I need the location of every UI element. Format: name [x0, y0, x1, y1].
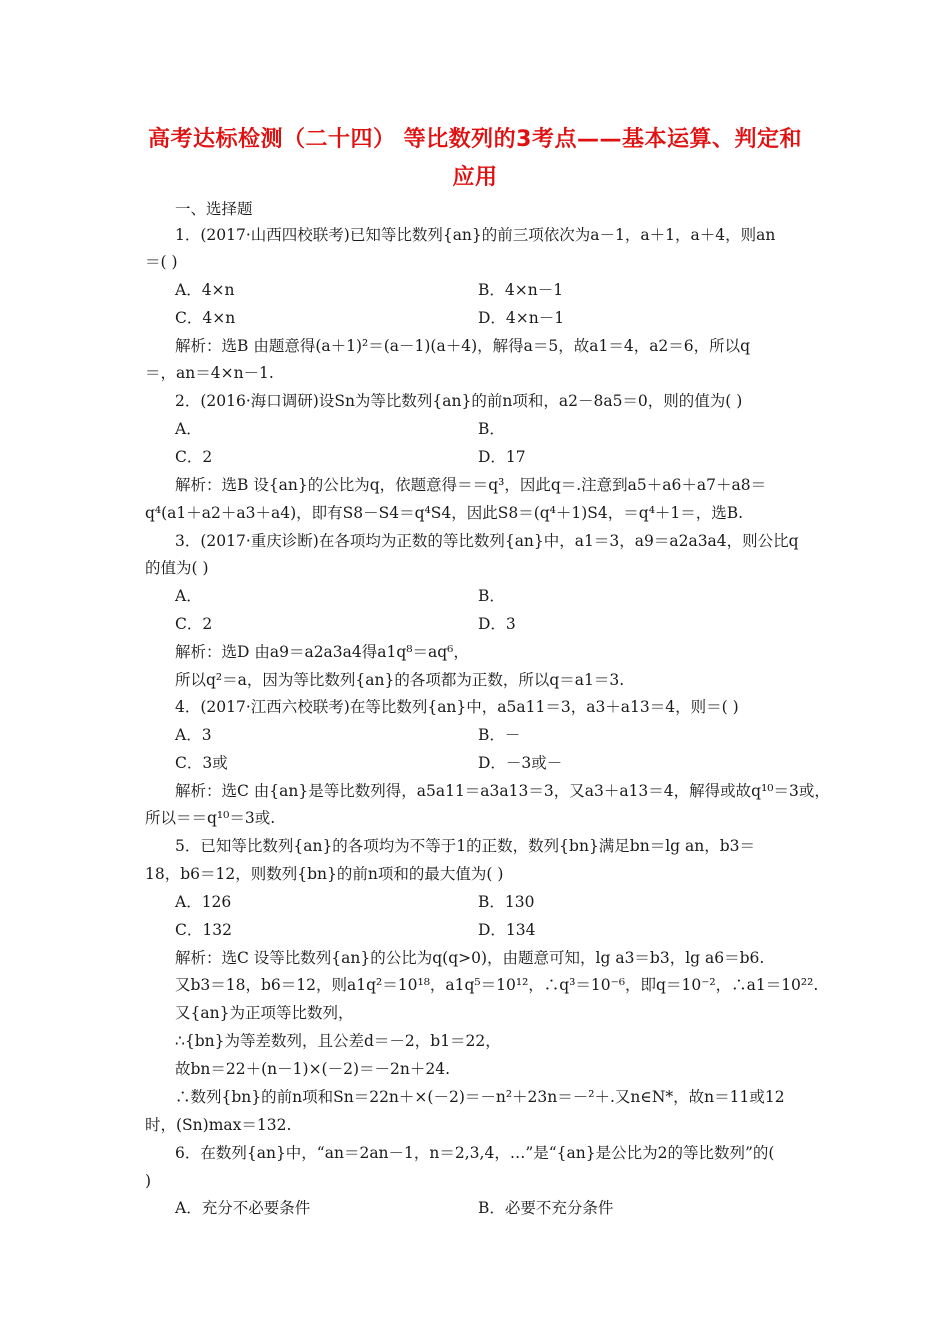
text-line: B．必要不充分条件 — [478, 1199, 614, 1217]
text-line: A． — [175, 420, 202, 438]
text-line: 的值为( ) — [145, 559, 209, 577]
text-line: 2．(2016·海口调研)设Sn为等比数列{an}的前n项和，a2－8a5＝0，则的值为( ) — [175, 392, 743, 410]
text-line: C．132 — [175, 921, 232, 939]
text-line: 故bn＝22＋(n－1)×(－2)＝－2n＋24. — [175, 1060, 451, 1078]
text-line: D．17 — [478, 448, 526, 466]
text-line: D．134 — [478, 921, 536, 939]
text-line: 解析：选B 由题意得(a＋1)²＝(a－1)(a＋4)，解得a＝5，故a1＝4，a2＝6，所以q — [175, 337, 751, 355]
text-line: 18，b6＝12，则数列{bn}的前n项和的最大值为( ) — [145, 865, 504, 883]
text-line: B．130 — [478, 893, 535, 911]
text-line: 解析：选C 由{an}是等比数列得，a5a11＝a3a13＝3，又a3＋a13＝4，解得或故q¹⁰＝3或， — [175, 782, 830, 800]
text-line: ) — [145, 1172, 152, 1190]
text-line: D．4×n－1 — [478, 309, 565, 327]
text-line: A．3 — [175, 726, 212, 744]
text-line: 所以＝＝q¹⁰＝3或. — [145, 809, 276, 827]
text-line: 解析：选C 设等比数列{an}的公比为q(q>0)，由题意可知，lg a3＝b3，lg a6＝b6. — [175, 949, 765, 967]
text-line: 1．(2017·山西四校联考)已知等比数列{an}的前三项依次为a－1，a＋1，a＋4，则an — [175, 226, 776, 244]
text-line: C．3或 — [175, 754, 228, 772]
text-line: B． — [478, 587, 505, 605]
text-line: 时，(Sn)max＝132. — [145, 1116, 292, 1134]
text-line: ＝，an＝4×n－1. — [145, 364, 274, 382]
text-line: C．2 — [175, 615, 213, 633]
text-line: ∴{bn}为等差数列，且公差d＝－2，b1＝22， — [175, 1032, 501, 1050]
text-line: 又b3＝18，b6＝12，则a1q²＝10¹⁸，a1q⁵＝10¹²，∴q³＝10⁻⁶，即q＝10⁻²，∴a1＝10²². — [175, 976, 819, 994]
text-line: q⁴(a1＋a2＋a3＋a4)，即有S8－S4＝q⁴S4，因此S8＝(q⁴＋1)S4，＝q⁴＋1＝，选B. — [145, 504, 744, 522]
text-line: A．4×n — [175, 281, 235, 299]
text-line: A．126 — [175, 893, 232, 911]
text-line: 4．(2017·江西六校联考)在等比数列{an}中，a5a11＝3，a3＋a13＝4，则＝( ) — [175, 698, 739, 716]
text-line: B．4×n－1 — [478, 281, 564, 299]
text-line: 解析：选D 由a9＝a2a3a4得a1q⁸＝aq⁶， — [175, 643, 469, 661]
text-line: ＝( ) — [145, 253, 178, 271]
text-line: C．4×n — [175, 309, 236, 327]
page-title-line2: 应用 — [452, 165, 498, 190]
text-line: 3．(2017·重庆诊断)在各项均为正数的等比数列{an}中，a1＝3，a9＝a2a3a4，则公比q — [175, 532, 799, 550]
text-line: A． — [175, 587, 202, 605]
text-line: D．3 — [478, 615, 516, 633]
text-line: A．充分不必要条件 — [175, 1199, 311, 1217]
text-line: ∴数列{bn}的前n项和Sn＝22n＋×(－2)＝－n²＋23n＝－²＋.又n∈N*，故n＝11或12 — [175, 1088, 785, 1106]
text-line: B．－ — [478, 726, 521, 744]
text-line: 6．在数列{an}中，“an＝2an－1，n＝2,3,4，…”是“{an}是公比为2的等比数列”的( — [175, 1144, 775, 1162]
text-line: D．－3或－ — [478, 754, 563, 772]
text-line: 解析：选B 设{an}的公比为q，依题意得＝＝q³，因此q＝.注意到a5＋a6＋a7＋a8＝ — [175, 476, 767, 494]
text-line: 所以q²＝a，因为等比数列{an}的各项都为正数，所以q＝a1＝3. — [175, 671, 625, 689]
text-line: B． — [478, 420, 505, 438]
page-title-line1: 高考达标检测（二十四） 等比数列的3考点——基本运算、判定和 — [148, 127, 802, 152]
section-heading: 一、选择题 — [175, 200, 253, 218]
text-line: C．2 — [175, 448, 213, 466]
text-line: 又{an}为正项等比数列， — [175, 1004, 354, 1022]
text-line: 5．已知等比数列{an}的各项均为不等于1的正数，数列{bn}满足bn＝lg an，b3＝ — [175, 837, 756, 855]
